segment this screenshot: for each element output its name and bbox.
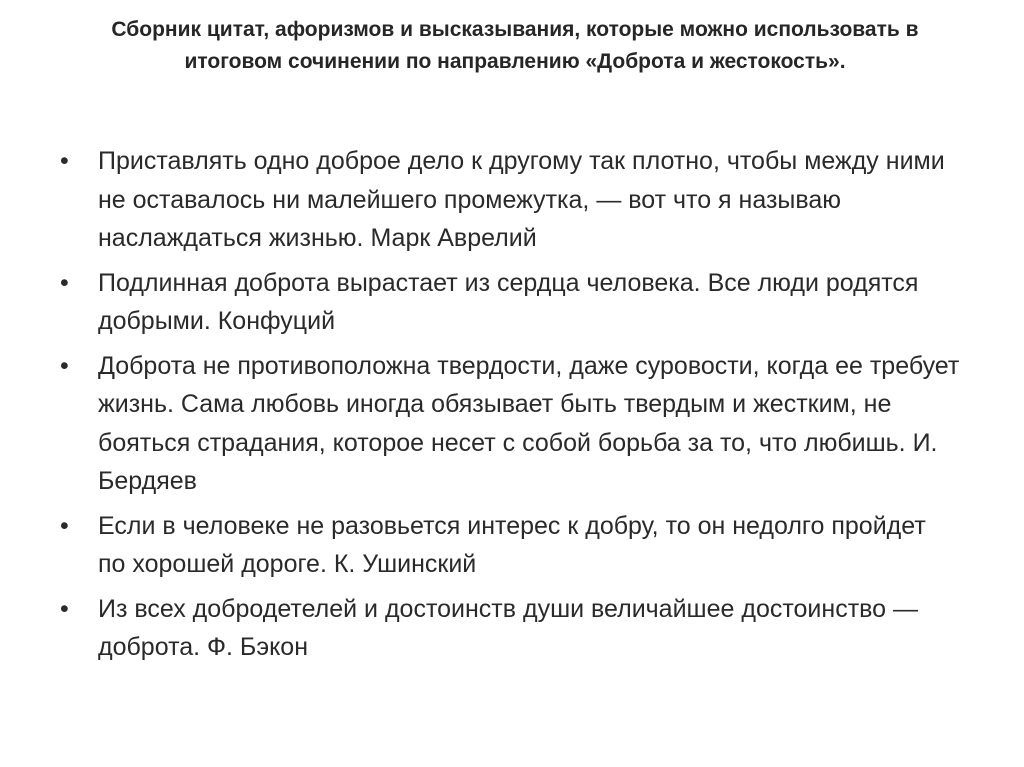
bullet-icon: •: [60, 351, 69, 380]
quote-text: Приставлять одно доброе дело к другому так плотно, чтобы между ними не оставалось ни малейшего промежутка, — вот что я называю наслаждаться жизнью. Марк Аврелий: [98, 147, 945, 252]
quote-text: Подлинная доброта вырастает из сердца человека. Все люди родятся добрыми. Конфуций: [98, 268, 919, 335]
quote-text: Из всех добродетелей и достоинств души величайшее достоинство — доброта. Ф. Бэкон: [98, 594, 918, 661]
bullet-icon: •: [60, 147, 69, 175]
quote-item: [60, 264, 960, 341]
bullet-icon: •: [60, 594, 69, 623]
quote-item: [60, 142, 960, 258]
quote-item: [60, 590, 960, 667]
slide-title: Сборник цитат, афоризмов и высказывания, которые можно использовать в итоговом сочинении по направлению «Доброта и жестокость».: [111, 18, 919, 73]
bullet-icon: •: [60, 268, 69, 297]
quote-text: Если в человеке не разовьется интерес к добру, то он недолго пройдет по хорошей дороге. К. Ушинский: [98, 511, 926, 578]
quote-list: [60, 142, 960, 673]
bullet-icon: •: [60, 511, 69, 540]
quote-item: [60, 347, 960, 501]
quote-text: Доброта не противоположна твердости, даже суровости, когда ее требует жизнь. Сама любовь иногда обязывает быть твердым и жестким, не бояться страдания, которое несет с собой борьба за то, что любишь. И. Бердяев: [98, 351, 960, 495]
quote-item: [60, 507, 960, 584]
